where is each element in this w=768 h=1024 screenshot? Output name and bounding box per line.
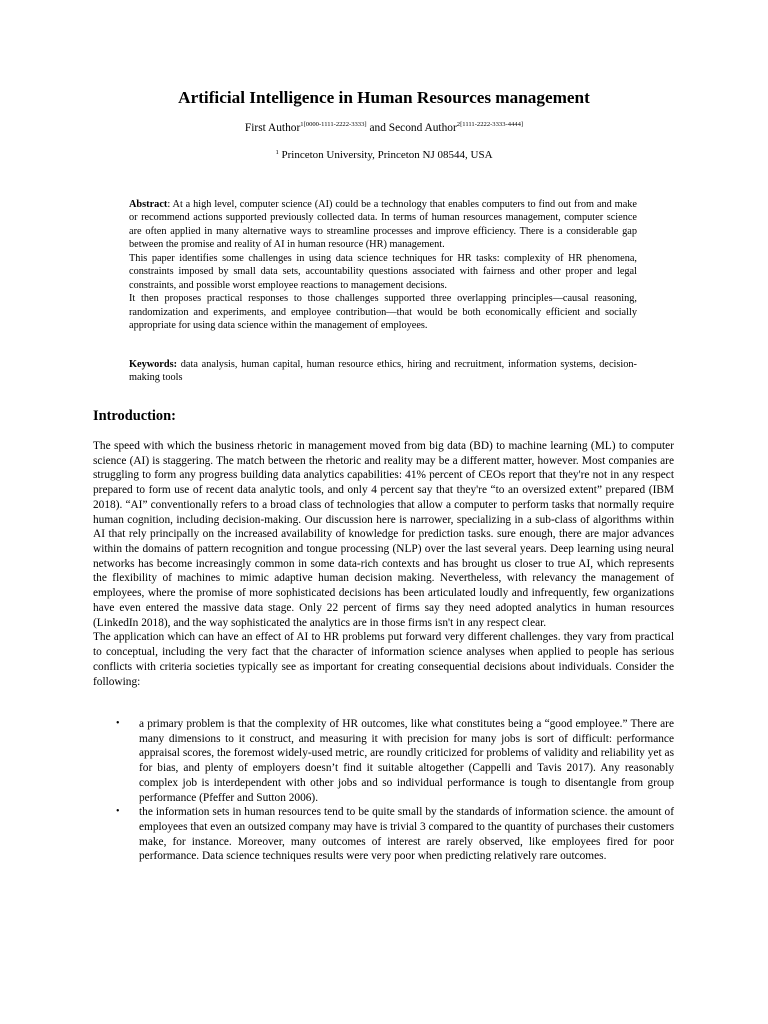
abstract-paragraph-1 (129, 198, 637, 252)
list-item (93, 805, 674, 864)
first-author-orcid: 1[0000-1111-2222-3333] (300, 121, 367, 128)
keywords-label: Keywords: (129, 359, 178, 370)
affiliation-text: Princeton University, Princeton NJ 08544, USA (278, 149, 493, 161)
list-item-text: the information sets in human resources tend to be quite small by the standards of information science. the amount of employees that even an outsized company may have is trivial 3 compared to the quantity of purchases their customers make, for instance. Moreover, many outcomes of interest are rarely observed, like employees fired for poor performance. Data science techniques results were very poor when predicting relatively rare outcomes. (139, 806, 674, 863)
second-author-orcid: 2[1111-2222-3333-4444] (456, 121, 524, 128)
abstract-label: Abstract (129, 199, 168, 210)
introduction-heading: Introduction: (93, 408, 176, 424)
author-line (0, 120, 768, 136)
author-connector: and (366, 122, 389, 134)
list-item-text: a primary problem is that the complexity of HR outcomes, like what constitutes being a “good employee.” There are many dimensions to it construct, and measuring it with precision for many jobs is sort of difficult: performance appraisal scores, the foremost widely-used metric, are roundly criticized for problems of validity and reliability yet as for bias, and plenty of employers doesn’t find it suitable altogether (Cappelli and Tavis 2017). Any reasonably complex job is interdependent with other jobs and so individual performance is tough to disentangle from group performance (Pfeffer and Sutton 2006). (139, 718, 674, 804)
affiliation-marker: 1 (275, 149, 279, 156)
bullet-icon: • (116, 806, 120, 818)
first-author-name: First Author (244, 122, 301, 134)
list-item (93, 717, 674, 805)
paper-title: Artificial Intelligence in Human Resources management (178, 88, 590, 107)
bullet-icon: • (116, 718, 120, 729)
challenges-list (93, 717, 674, 864)
keywords-block (129, 358, 637, 385)
keywords-text: data analysis, human capital, human resource ethics, hiring and recruitment, information systems, decision-making tools (129, 359, 637, 384)
introduction-paragraph-2: The application which can have an effect of AI to HR problems put forward very different challenges. they vary from practical to conceptual, including the very fact that the character of information science analyses when applied to people has serious conflicts with criteria societies typically see as important for creating consequential decisions about individuals. Consider the following: (93, 631, 674, 688)
introduction-body (93, 439, 674, 689)
abstract-text-1: : At a high level, computer science (AI) could be a technology that enables computers to find out from and make or recommend actions supported previously collected data. In terms of human resources management, computer science are often applied in many alternative ways to streamline processes and improve efficiency. There is a considerable gap between the promise and reality of AI in human resource (HR) management. (129, 199, 637, 251)
second-author-name: Second Author (388, 122, 457, 134)
introduction-paragraph-1: The speed with which the business rhetoric in management moved from big data (BD) to machine learning (ML) to computer science (AI) is staggering. The match between the rhetoric and reality may be a different matter, however. Most companies are struggling to form any progress building data analytics capabilities: 41% percent of CEOs report that they're not in any respect prepared to form use of recent data analytic tools, and only 4 percent say that they're “to an oversized extent” prepared (IBM 2018). “AI” conventionally refers to a broad class of technologies that allow a computer to perform tasks that normally require human cognition, including decision-making. Our discussion here is narrower, specializing in a sub-class of algorithms within AI that rely principally on the increased availability of knowledge for prediction tasks. sure enough, there are major advances within the domains of pattern recognition and tongue processing (NLP) over the last several years. Deep learning using neural networks has become increasingly common in some data-rich contexts and has brought us closer to true AI, which represents the flexibility of machines to mimic adaptive human decision making. Nevertheless, with relevancy the management of employees, where the promise of more sophisticated decisions has been articulated loudly and infrequently, few organizations have even entered the massive data stage. Only 22 percent of firms say they need adopted analytics in human resources (LinkedIn 2018), and the way sophisticated the analytics are in those firms isn't in any respect clear. (93, 440, 674, 629)
abstract-block (129, 198, 637, 333)
abstract-paragraph-3: It then proposes practical responses to those challenges supported three overlapping principles—causal reasoning, randomization and experiments, and employee contribution—that would be both economically efficient and socially appropriate for using data science within the management of employees. (129, 293, 637, 332)
abstract-paragraph-2: This paper identifies some challenges in using data science techniques for HR tasks: complexity of HR phenomena, constraints imposed by small data sets, accountability questions associated with fairness and other proper and legal constraints, and possible worst employee reactions to management decisions. (129, 252, 637, 291)
affiliation (0, 148, 768, 163)
